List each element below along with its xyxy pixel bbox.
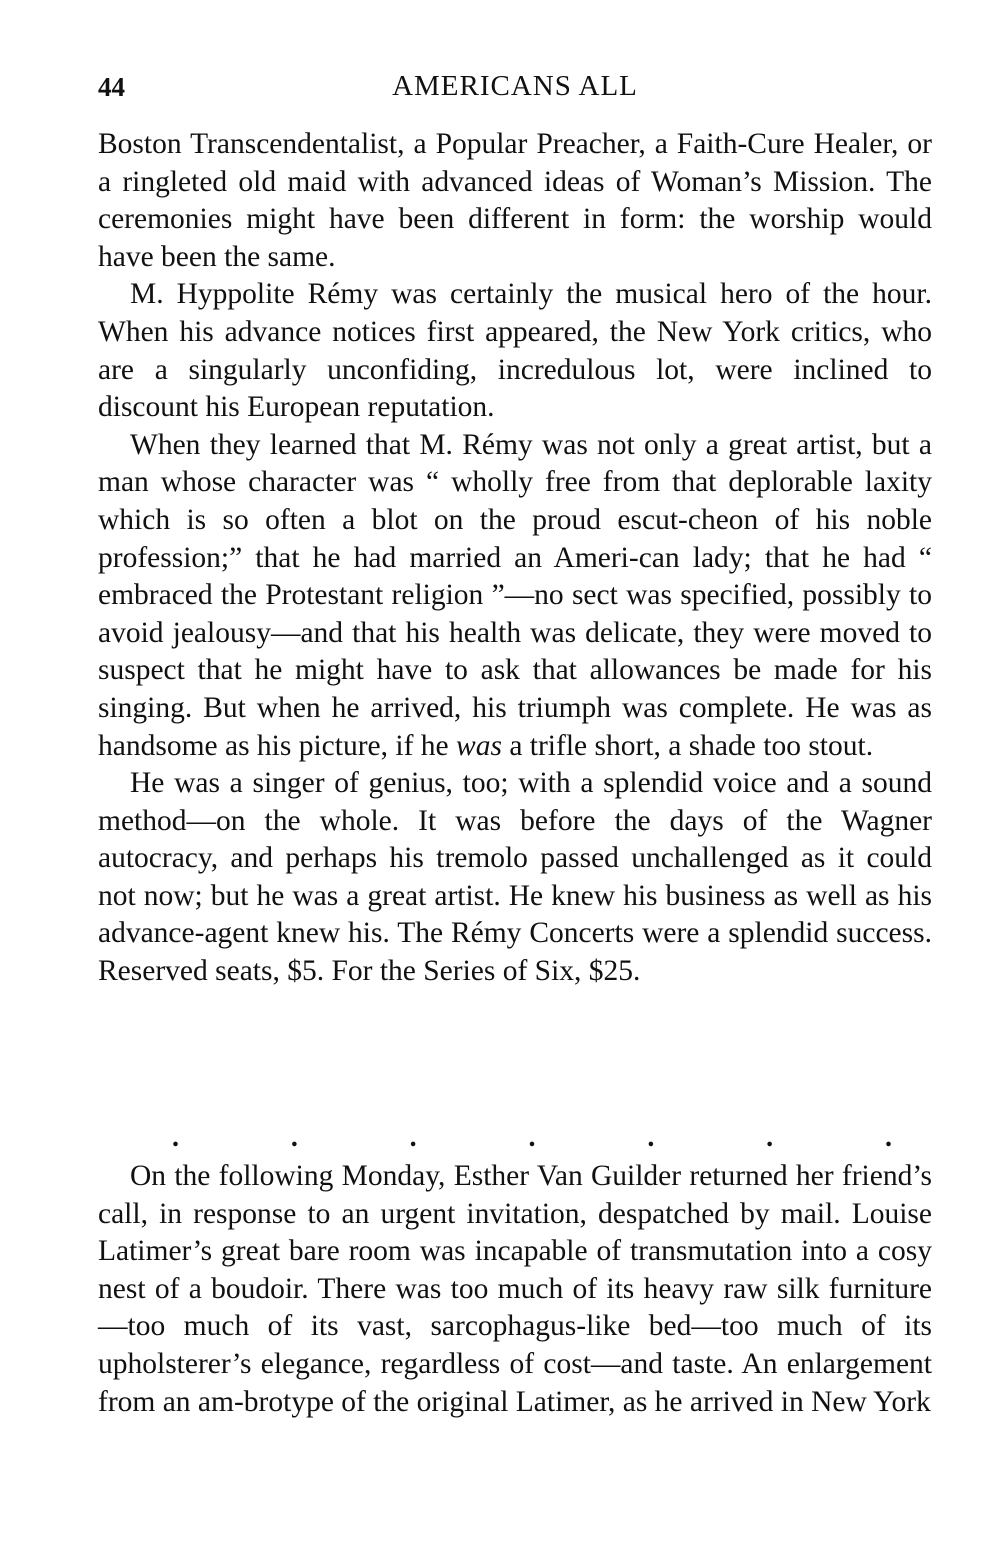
running-head bbox=[98, 70, 932, 114]
section-break-dot: . bbox=[290, 1122, 298, 1153]
section-break-dot: . bbox=[172, 1122, 179, 1153]
emphasized-word: was bbox=[456, 729, 502, 762]
page-number: 44 bbox=[98, 72, 125, 102]
section-break-dot: . bbox=[766, 1122, 774, 1153]
section-break-dot: . bbox=[528, 1122, 536, 1153]
running-title: AMERICANS ALL bbox=[392, 70, 638, 102]
paragraph bbox=[98, 765, 932, 991]
body-text-after-break bbox=[98, 1158, 932, 1421]
paragraph-text: Boston Transcendentalist, a Popular Preacher, a Faith-Cure Healer, or a ringleted old maid with advanced ideas of Woman’s Mission. The ceremonies might have been different in form: the worship would have been the same. bbox=[98, 128, 932, 273]
paragraph-text: a trifle short, a shade too stout. bbox=[501, 729, 874, 762]
paragraph-text: M. Hyppolite Rémy was certainly the musical hero of the hour. When his advance notices first appeared, the New York critics, who are a singularly unconfiding, incredulous lot, were inclined to discount his European reputation. bbox=[98, 278, 932, 424]
section-break bbox=[172, 1124, 892, 1152]
paragraph-continued bbox=[98, 126, 932, 276]
paragraph: On the following Monday, Esther Van Guilder returned her friend’s call, in response to an urgent invitation, despatched by mail. Louise Latimer’s great bare room was incapable of transmutation into a cosy nest of a boudoir. There was too much of its heavy raw silk furniture—too much of its vast, sarcophagus-like bed—too much of its upholsterer’s elegance, regardless of cost—and taste. An enlargement from an am-brotype of the original Latimer, as he arrived in New York bbox=[98, 1160, 932, 1418]
section-break-dot: . bbox=[647, 1122, 655, 1153]
paragraph bbox=[98, 427, 932, 765]
section-break-dot: . bbox=[884, 1122, 892, 1153]
section-break-dot: . bbox=[409, 1122, 417, 1153]
paragraph-text: When they learned that M. Rémy was not only a great artist, but a man whose character was “ wholly free from that deplorable laxity which is so often a blot on the proud escut-cheon of his noble profession;” that he had married an Ameri-can lady; that he had “ embraced the Protestant religion ”—no sect was specified, possibly to avoid jealousy—and that his health was delicate, they were moved to suspect that he might have to ask that allowances be made for his singing. But when he arrived, his triumph was complete. He was as handsome as his picture, if he bbox=[98, 428, 932, 762]
paragraph-text: He was a singer of genius, too; with a splendid voice and a sound method—on the whole. It was before the days of the Wagner autocracy, and perhaps his tremolo passed unchallenged as it could not now; but he was a great artist. He knew his business as well as his advance-agent knew his. The Rémy Concerts were a splendid success. Reserved seats, $5. For the Series of Six, $25. bbox=[98, 767, 932, 988]
paragraph bbox=[98, 276, 932, 426]
body-text-before-break bbox=[98, 126, 932, 991]
